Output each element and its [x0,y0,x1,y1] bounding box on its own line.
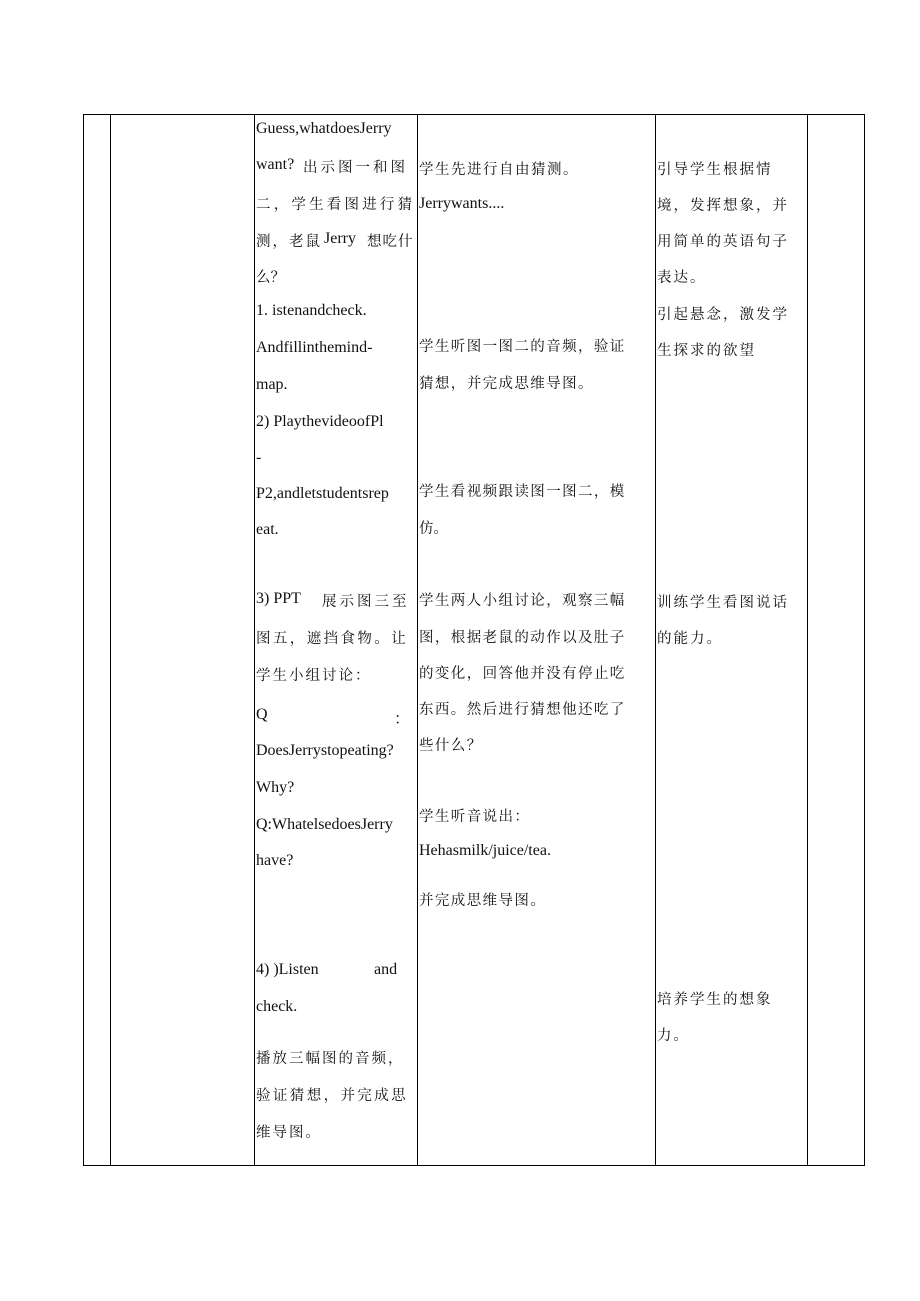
column-divider [655,115,656,1165]
question-1-colon: ： [394,711,411,728]
listen-check-line-2: check. [256,998,298,1015]
intent-guide-line-2: 境，发挥想象，并 [657,198,789,214]
guess-line-5: 么？ [256,270,285,286]
student-video-line-1: 学生看视频跟读图一图二，模 [419,484,626,500]
student-video-line-2: 仿。 [419,521,448,537]
student-discuss-line-2: 图，根据老鼠的动作以及肚子 [419,630,626,646]
intent-guide-line-4: 表达。 [657,270,707,286]
guess-line-4b: Jerry [324,230,356,247]
student-listen-line-2: 猜想，并完成思维导图。 [419,376,594,392]
guess-line-4a: 测，老鼠 [256,234,322,250]
ppt-line-1b: 展示图三至 [322,594,410,610]
guess-line-2-zh: 出示图一和图 [303,160,408,176]
intent-guide-line-1: 引导学生根据情 [657,162,773,178]
intent-train-line-1: 训练学生看图说话 [657,595,789,611]
student-discuss-line-1: 学生两人小组讨论，观察三幅 [419,593,626,609]
student-listen2-line-1: 学生听音说出： [419,809,531,825]
column-divider [807,115,808,1165]
ppt-line-3: 学生小组讨论： [256,668,372,684]
student-listen-line-1: 学生听图一图二的音频，验证 [419,339,626,355]
student-guess-zh: 学生先进行自由猜测。 [419,162,579,178]
play-audio-line-1: 播放三幅图的音频， [256,1051,405,1067]
ppt-line-1a: 3) PPT [256,590,301,607]
question-2-text: Q:WhatelsedoesJerry [256,816,393,833]
video-line-2: - [256,449,262,466]
student-discuss-line-4: 东西。然后进行猜想他还吃了 [419,702,626,718]
question-1-label: Q [256,706,268,723]
listen-check-line-1b: and [374,961,398,978]
student-discuss-line-3: 的变化，回答他并没有停止吃 [419,666,626,682]
lesson-plan-table [83,114,865,1166]
guess-line-3: 二，学生看图进行猜 [256,197,416,213]
listen-line-3: map. [256,376,288,393]
question-1-why: Why? [256,779,295,796]
listen-line-2: Andfillinthemind- [256,339,373,356]
intent-suspense-line-2: 生探求的欲望 [657,343,756,359]
student-listen2-line-2: Hehasmilk/juice/tea. [419,842,551,859]
column-divider [110,115,111,1165]
guess-line-2-en: want? [256,156,295,173]
student-discuss-line-5: 些什么？ [419,738,483,754]
question-1-text: DoesJerrystopeating? [256,742,394,759]
guess-line-1: Guess,whatdoesJerry [256,120,392,137]
ppt-line-2: 图五，遮挡食物。让 [256,631,409,647]
student-guess-en: Jerrywants.... [419,195,505,212]
intent-imagine-line-2: 力。 [657,1028,690,1044]
play-audio-line-2: 验证猜想，并完成思 [256,1088,409,1104]
column-divider [254,115,255,1165]
student-listen2-line-3: 并完成思维导图。 [419,893,547,909]
intent-suspense-line-1: 引起悬念，激发学 [657,307,789,323]
video-line-1: 2) PlaythevideoofPl [256,413,384,430]
intent-train-line-2: 的能力。 [657,631,723,647]
column-divider [417,115,418,1165]
guess-line-4c: 想吃什 [367,234,414,250]
listen-check-line-1a: 4) )Listen [256,961,319,978]
intent-imagine-line-1: 培养学生的想象 [657,992,773,1008]
question-2-text-cont: have? [256,852,294,869]
video-line-3: P2,andletstudentsrep [256,485,389,502]
play-audio-line-3: 维导图。 [256,1125,322,1141]
video-line-4: eat. [256,521,279,538]
listen-line-1: 1. istenandcheck. [256,302,367,319]
intent-guide-line-3: 用简单的英语句子 [657,234,789,250]
